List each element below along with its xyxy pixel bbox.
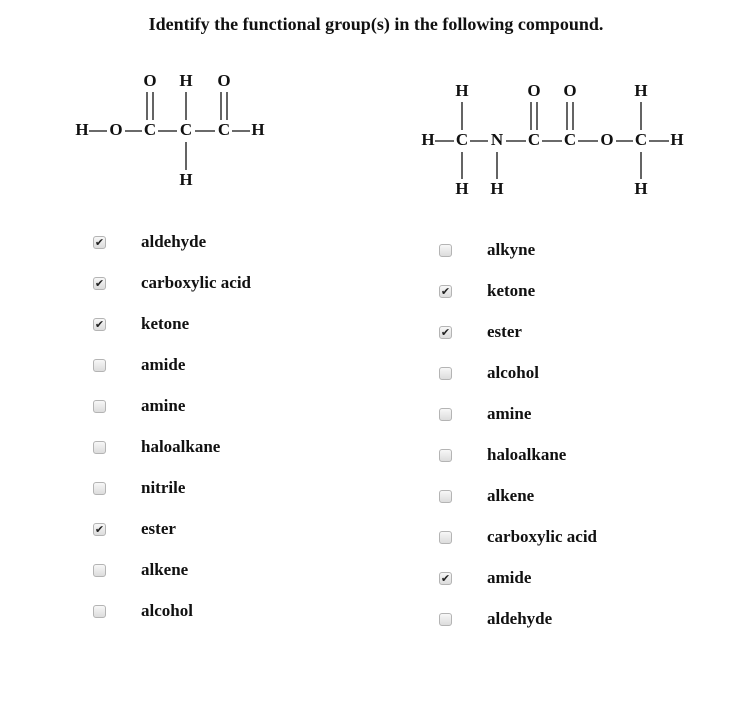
option-amide[interactable] [93, 354, 106, 376]
checkbox[interactable] [439, 367, 452, 380]
checkbox[interactable] [93, 523, 106, 536]
option-ester[interactable] [93, 518, 106, 540]
option-label[interactable]: haloalkane [141, 437, 221, 456]
option-label[interactable]: alcohol [487, 363, 539, 382]
option-label[interactable]: alkene [487, 486, 535, 505]
checkbox[interactable] [439, 490, 452, 503]
atom: H [251, 119, 265, 139]
checkbox[interactable] [93, 277, 106, 290]
check-mark-icon: ✔ [440, 571, 451, 585]
atom: H [634, 80, 648, 100]
atom: O [600, 129, 614, 149]
checkbox[interactable] [93, 359, 106, 372]
option-label[interactable]: amide [141, 355, 186, 374]
atom: H [670, 129, 684, 149]
option-alkyne[interactable] [439, 239, 452, 261]
structure-2 [421, 81, 683, 198]
option-label[interactable]: aldehyde [141, 232, 207, 251]
option-ketone[interactable] [439, 280, 452, 302]
option-label[interactable]: alkene [141, 560, 189, 579]
atom: C [455, 129, 469, 149]
atom: H [455, 178, 469, 198]
checkbox[interactable] [439, 285, 452, 298]
atom: C [179, 119, 193, 139]
option-label[interactable]: nitrile [141, 478, 186, 497]
checkbox[interactable] [93, 605, 106, 618]
option-ketone[interactable] [93, 313, 106, 335]
atom: C [217, 119, 231, 139]
option-label[interactable]: ester [141, 519, 176, 538]
option-nitrile[interactable] [93, 477, 106, 499]
checkbox[interactable] [93, 441, 106, 454]
checkbox[interactable] [93, 564, 106, 577]
atom: C [143, 119, 157, 139]
checkbox[interactable] [439, 326, 452, 339]
option-label[interactable]: ketone [141, 314, 190, 333]
option-carboxylic-acid[interactable] [93, 272, 106, 294]
checkbox[interactable] [93, 482, 106, 495]
option-aldehyde[interactable] [93, 231, 106, 253]
check-mark-icon: ✔ [94, 522, 105, 536]
atom: N [490, 129, 504, 149]
option-label[interactable]: haloalkane [487, 445, 567, 464]
checkbox[interactable] [439, 613, 452, 626]
option-label[interactable]: ester [487, 322, 522, 341]
option-haloalkane[interactable] [93, 436, 106, 458]
checkbox[interactable] [439, 244, 452, 257]
option-carboxylic-acid[interactable] [439, 526, 452, 548]
atom: H [455, 80, 469, 100]
checkbox[interactable] [93, 318, 106, 331]
option-label[interactable]: ketone [487, 281, 536, 300]
atom: H [421, 129, 435, 149]
atom: O [527, 80, 541, 100]
atom: H [490, 178, 504, 198]
option-label[interactable]: alkyne [487, 240, 536, 259]
checkbox[interactable] [93, 236, 106, 249]
option-label[interactable]: amide [487, 568, 532, 587]
checkbox[interactable] [439, 449, 452, 462]
option-label[interactable]: amine [141, 396, 186, 415]
atom: H [75, 119, 89, 139]
check-mark-icon: ✔ [94, 276, 105, 290]
atom: C [563, 129, 577, 149]
checkbox[interactable] [439, 572, 452, 585]
option-haloalkane[interactable] [439, 444, 452, 466]
check-mark-icon: ✔ [440, 325, 451, 339]
checkbox[interactable] [93, 400, 106, 413]
option-amide[interactable] [439, 567, 452, 589]
option-label[interactable]: carboxylic acid [487, 527, 598, 546]
option-label[interactable]: amine [487, 404, 532, 423]
structure-1 [75, 71, 264, 189]
check-mark-icon: ✔ [440, 284, 451, 298]
check-mark-icon: ✔ [94, 317, 105, 331]
option-amine[interactable] [93, 395, 106, 417]
checkbox[interactable] [439, 531, 452, 544]
checkbox[interactable] [439, 408, 452, 421]
option-alcohol[interactable] [93, 600, 106, 622]
atom: H [634, 178, 648, 198]
option-label[interactable]: aldehyde [487, 609, 553, 628]
atom: O [143, 70, 157, 90]
option-label[interactable]: carboxylic acid [141, 273, 252, 292]
question-text: Identify the functional group(s) in the following compound. [148, 14, 604, 34]
option-label[interactable]: alcohol [141, 601, 193, 620]
option-alkene[interactable] [439, 485, 452, 507]
atom: C [527, 129, 541, 149]
atom: O [109, 119, 123, 139]
option-amine[interactable] [439, 403, 452, 425]
option-alkene[interactable] [93, 559, 106, 581]
option-alcohol[interactable] [439, 362, 452, 384]
option-ester[interactable] [439, 321, 452, 343]
option-aldehyde[interactable] [439, 608, 452, 630]
atom: H [179, 70, 193, 90]
atom: O [217, 70, 231, 90]
atom: O [563, 80, 577, 100]
atom: H [179, 169, 193, 189]
check-mark-icon: ✔ [94, 235, 105, 249]
atom: C [634, 129, 648, 149]
